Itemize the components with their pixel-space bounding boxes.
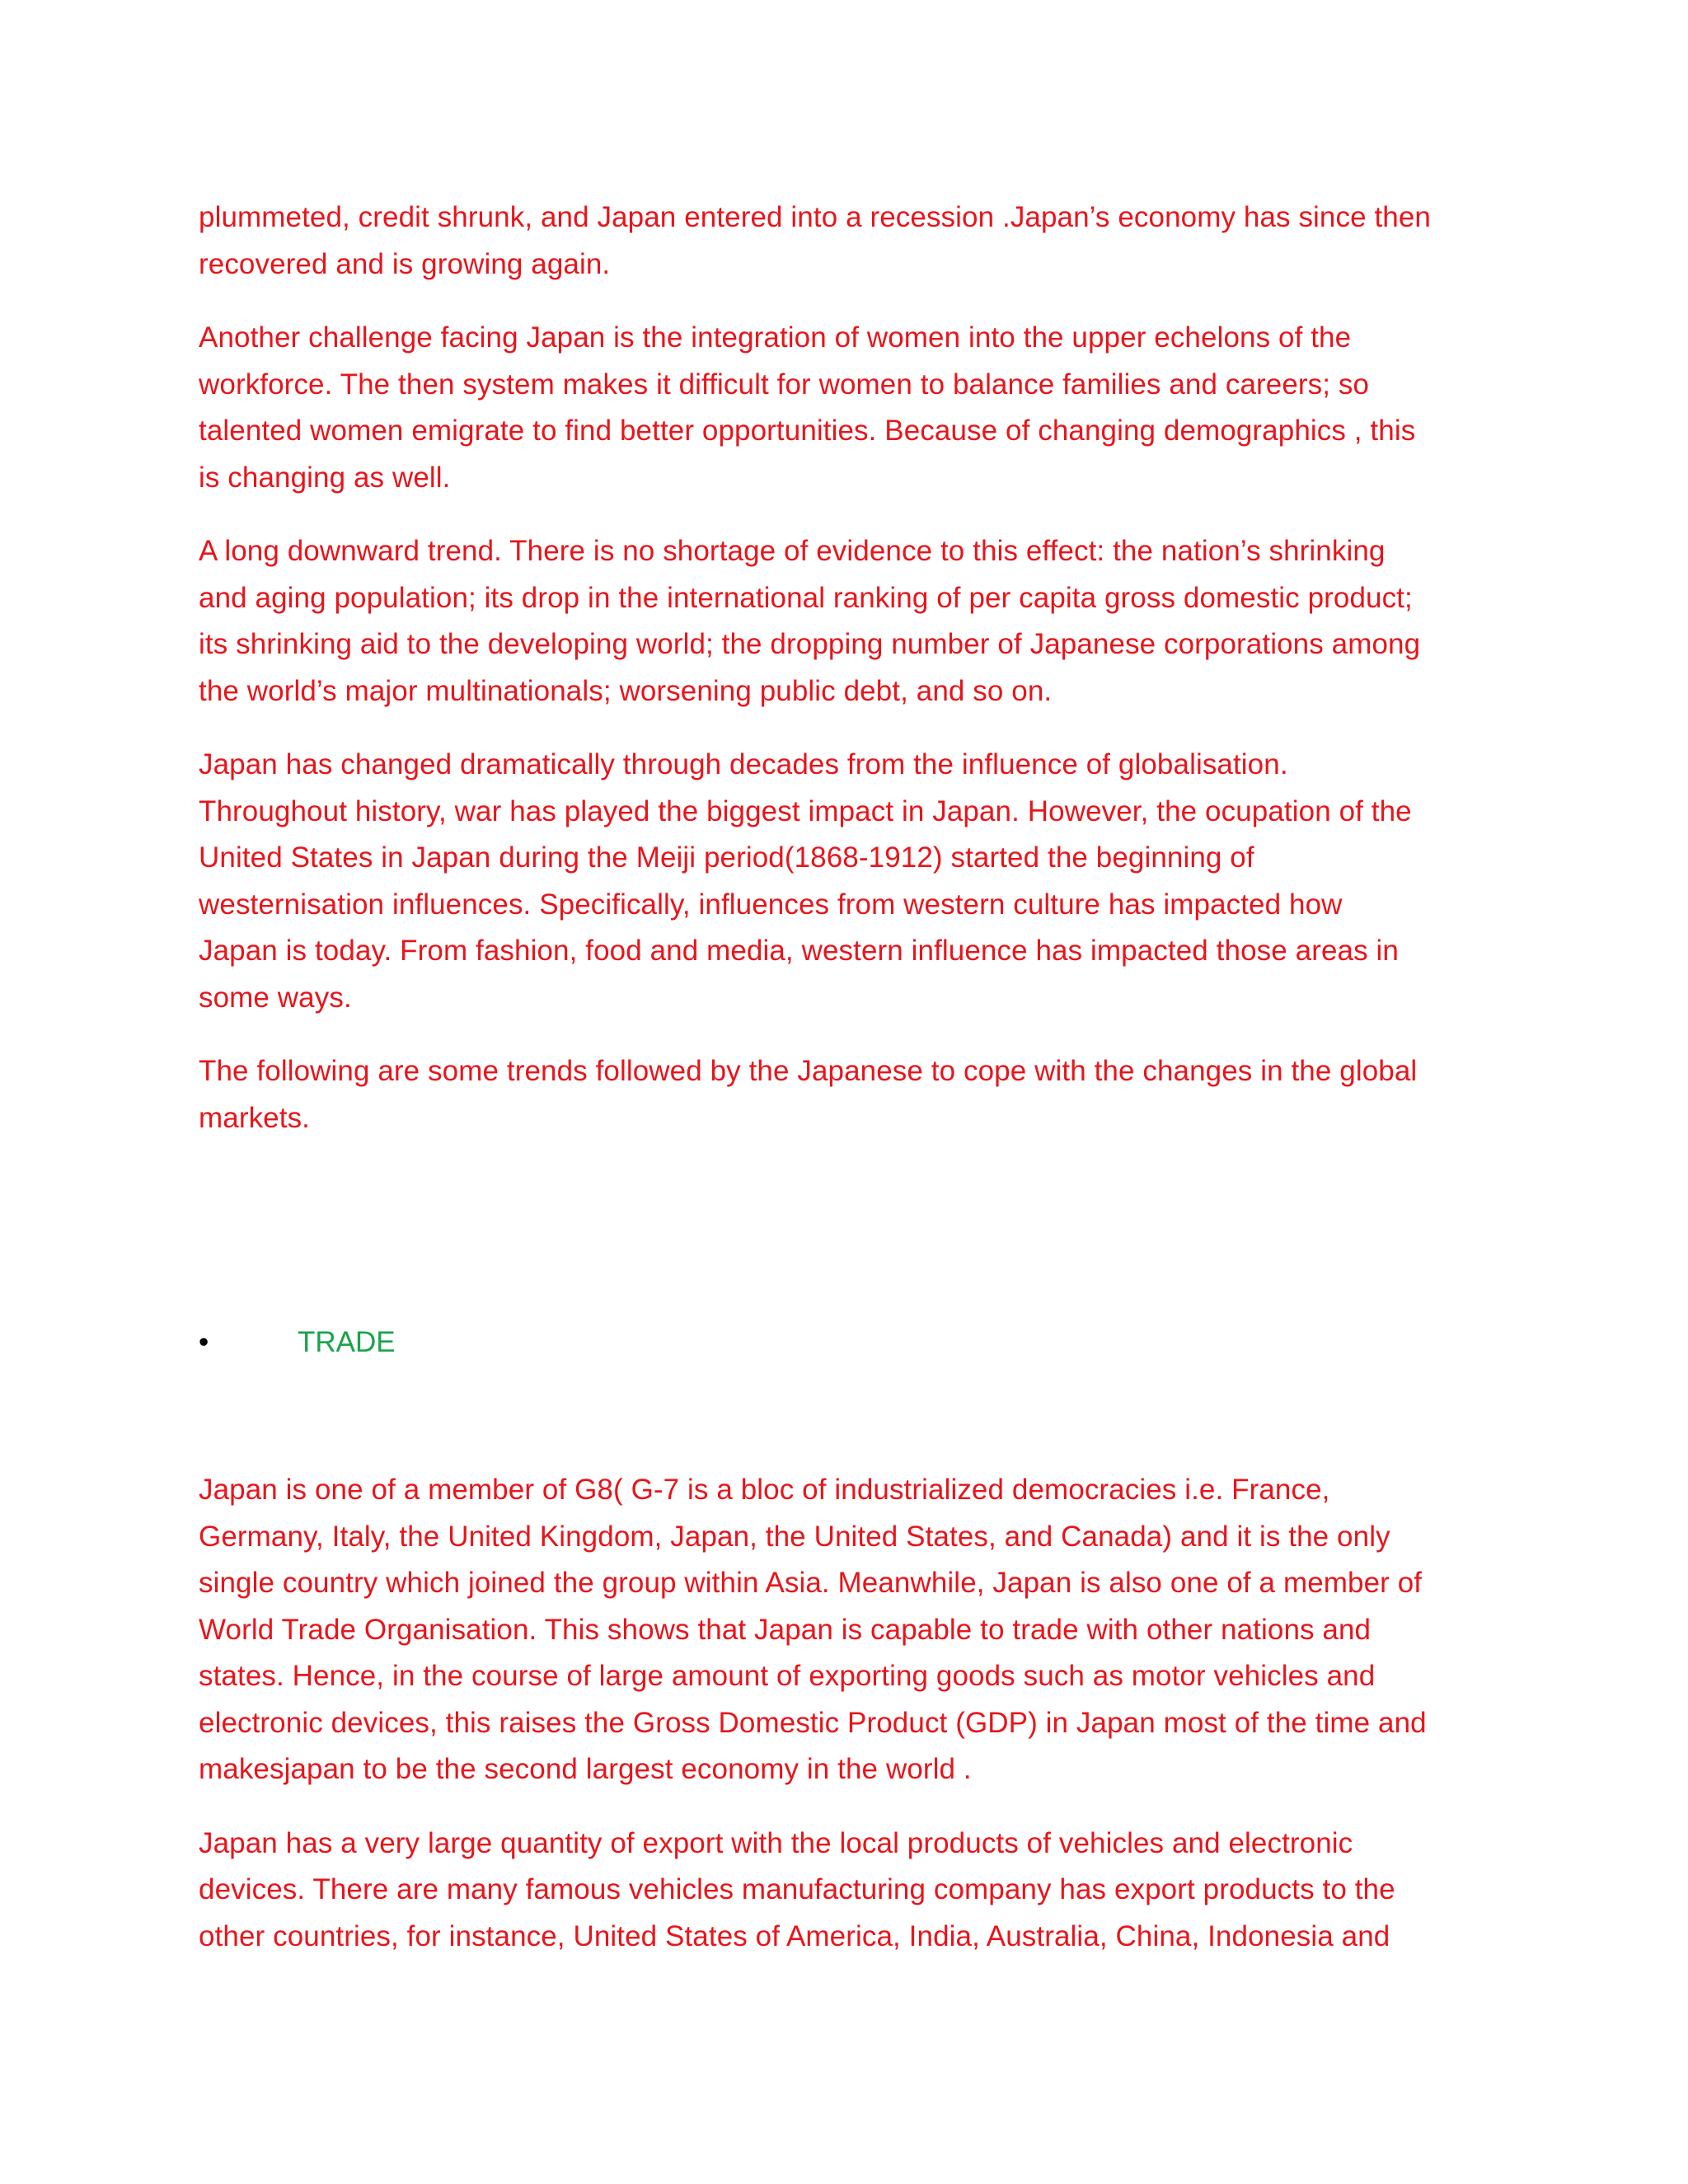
text-line: makesjapan to be the second largest economy in the world . (199, 1753, 972, 1785)
paragraph-trends-intro (199, 1048, 1501, 1141)
text-line: World Trade Organisation. This shows that Japan is capable to trade with other nations and (199, 1613, 1372, 1646)
text-line: westernisation influences. Specifically, influences from western culture has impacted how (199, 888, 1343, 921)
text-line: its shrinking aid to the developing world; the dropping number of Japanese corporations among (199, 628, 1421, 660)
paragraph-exports (199, 1821, 1501, 1961)
text-line: United States in Japan during the Meiji period(1868-1912) started the beginning of (199, 841, 1254, 874)
text-line: Germany, Italy, the United Kingdom, Japan, the United States, and Canada) and it is the only (199, 1520, 1390, 1553)
text-line: workforce. The then system makes it difficult for women to balance families and careers; so (199, 368, 1370, 401)
text-line: electronic devices, this raises the Gross Domestic Product (GDP) in Japan most of the time and (199, 1706, 1427, 1739)
paragraph-globalisation (199, 742, 1501, 1021)
text-line: Throughout history, war has played the biggest impact in Japan. However, the ocupation of the (199, 794, 1412, 827)
text-line: devices. There are many famous vehicles manufacturing company has export products to the (199, 1873, 1395, 1905)
text-line: other countries, for instance, United States of America, India, Australia, China, Indonesia and (199, 1919, 1390, 1952)
text-line: recovered and is growing again. (199, 247, 611, 280)
body-text-bottom (199, 1467, 1501, 1987)
paragraph-women-workforce (199, 315, 1501, 501)
bullet-icon: • (199, 1326, 209, 1358)
text-line: Japan has a very large quantity of export with the local products of vehicles and electronic (199, 1826, 1353, 1859)
text-line: markets. (199, 1101, 310, 1134)
text-line: The following are some trends followed by the Japanese to cope with the changes in the global (199, 1055, 1418, 1087)
text-line: Another challenge facing Japan is the integration of women into the upper echelons of the (199, 321, 1352, 354)
paragraph-recession (199, 194, 1501, 288)
bullet-item-trade (199, 1319, 693, 1366)
text-line: Japan is one of a member of G8( G-7 is a bloc of industrialized democracies i.e. France, (199, 1474, 1330, 1506)
text-line: states. Hence, in the course of large amount of exporting goods such as motor vehicles and (199, 1660, 1376, 1692)
text-line: talented women emigrate to find better opportunities. Because of changing demographics , this (199, 415, 1416, 447)
paragraph-downward-trend (199, 528, 1501, 715)
text-line: single country which joined the group within Asia. Meanwhile, Japan is also one of a member of (199, 1567, 1423, 1599)
text-line: Japan is today. From fashion, food and media, western influence has impacted those areas in (199, 935, 1399, 967)
text-line: the world’s major multinationals; worsening public debt, and so on. (199, 674, 1053, 707)
paragraph-g8-membership (199, 1467, 1501, 1793)
text-line: some ways. (199, 981, 352, 1014)
text-line: Japan has changed dramatically through decades from the influence of globalisation. (199, 748, 1288, 780)
body-text-top (199, 194, 1501, 1169)
section-heading-trade: TRADE (298, 1326, 396, 1358)
text-line: A long downward trend. There is no shortage of evidence to this effect: the nation’s shrinking (199, 535, 1386, 567)
text-line: and aging population; its drop in the international ranking of per capita gross domestic product; (199, 581, 1413, 614)
text-line: is changing as well. (199, 461, 451, 494)
text-line: plummeted, credit shrunk, and Japan entered into a recession .Japan’s economy has since then (199, 201, 1431, 233)
